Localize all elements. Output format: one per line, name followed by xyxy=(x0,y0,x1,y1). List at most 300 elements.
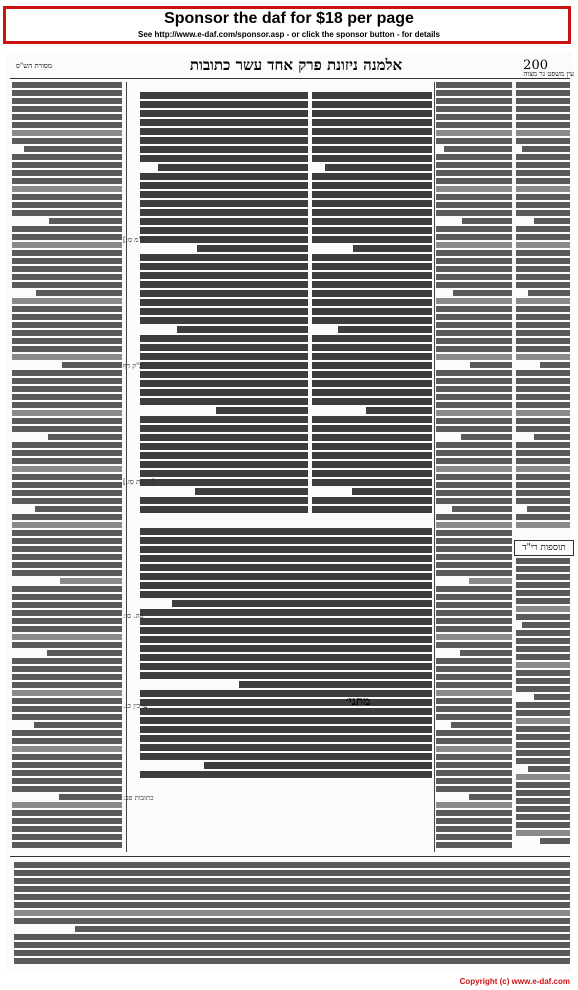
text-line xyxy=(436,82,512,88)
text-line xyxy=(516,402,570,408)
text-line xyxy=(312,236,432,243)
text-line xyxy=(12,202,122,208)
text-line xyxy=(140,672,432,679)
tosafot-rid-column xyxy=(516,558,570,853)
text-line xyxy=(12,730,122,736)
text-line xyxy=(516,638,570,644)
text-line xyxy=(12,298,122,304)
text-line xyxy=(312,416,432,423)
text-line xyxy=(12,770,122,776)
text-line xyxy=(12,154,122,160)
text-line xyxy=(312,434,432,441)
text-line xyxy=(312,155,432,162)
text-line xyxy=(436,530,512,536)
text-line xyxy=(12,746,122,752)
text-line xyxy=(12,554,122,560)
footnote-rule xyxy=(10,856,570,857)
text-line xyxy=(312,128,432,135)
text-line xyxy=(516,718,570,724)
text-line xyxy=(140,344,308,351)
text-line xyxy=(14,886,570,892)
text-line xyxy=(14,870,570,876)
text-line xyxy=(12,258,122,264)
text-line xyxy=(436,170,512,176)
text-line xyxy=(436,810,512,816)
footnotes-block xyxy=(14,862,570,966)
text-line xyxy=(312,506,432,513)
text-line xyxy=(540,362,570,368)
text-line xyxy=(12,394,122,400)
text-line xyxy=(35,506,122,512)
text-line xyxy=(140,591,432,598)
text-line xyxy=(140,389,308,396)
text-line xyxy=(12,834,122,840)
text-line xyxy=(516,670,570,676)
text-line xyxy=(312,281,432,288)
text-line xyxy=(516,702,570,708)
text-line xyxy=(516,386,570,392)
text-line xyxy=(12,498,122,504)
text-line xyxy=(12,122,122,128)
text-line xyxy=(140,236,308,243)
text-line xyxy=(436,210,512,216)
text-line xyxy=(140,627,432,634)
text-line xyxy=(436,394,512,400)
header-rule xyxy=(10,78,570,79)
text-line xyxy=(312,92,432,99)
text-line xyxy=(516,450,570,456)
text-line xyxy=(140,92,308,99)
text-line xyxy=(436,482,512,488)
text-line xyxy=(516,250,570,256)
text-line xyxy=(12,130,122,136)
text-line xyxy=(436,714,512,720)
text-line xyxy=(312,119,432,126)
text-line xyxy=(12,786,122,792)
text-line xyxy=(140,564,432,571)
text-line xyxy=(516,258,570,264)
text-line xyxy=(312,371,432,378)
text-line xyxy=(436,90,512,96)
text-line xyxy=(140,434,308,441)
text-line xyxy=(516,418,570,424)
text-line xyxy=(436,626,512,632)
text-line xyxy=(14,862,570,868)
text-line xyxy=(436,690,512,696)
text-line xyxy=(140,209,308,216)
text-line xyxy=(140,119,308,126)
text-line xyxy=(12,490,122,496)
text-line xyxy=(312,317,432,324)
text-line xyxy=(12,626,122,632)
text-line xyxy=(516,266,570,272)
gemara-column-left xyxy=(140,92,308,522)
text-line xyxy=(140,254,308,261)
text-line xyxy=(12,138,122,144)
text-line xyxy=(140,371,308,378)
text-line xyxy=(516,178,570,184)
text-line xyxy=(516,282,570,288)
text-line xyxy=(140,726,432,733)
text-line xyxy=(436,490,512,496)
text-line xyxy=(12,330,122,336)
text-line xyxy=(12,170,122,176)
text-line xyxy=(436,586,512,592)
text-line xyxy=(469,578,512,584)
text-line xyxy=(516,154,570,160)
text-line xyxy=(140,645,432,652)
text-line xyxy=(436,786,512,792)
text-line xyxy=(516,574,570,580)
text-line xyxy=(312,425,432,432)
text-line xyxy=(436,354,512,360)
text-line xyxy=(528,290,570,296)
text-line xyxy=(140,155,308,162)
text-line xyxy=(12,322,122,328)
text-line xyxy=(516,338,570,344)
text-line xyxy=(436,514,512,520)
text-line xyxy=(325,164,432,171)
text-line xyxy=(312,272,432,279)
text-line xyxy=(204,762,432,769)
text-line xyxy=(522,146,570,152)
side-note: [ב"מ ס:] xyxy=(123,236,148,244)
text-line xyxy=(12,482,122,488)
text-line xyxy=(353,245,432,252)
text-line xyxy=(140,281,308,288)
text-line xyxy=(522,622,570,628)
text-line xyxy=(12,378,122,384)
text-line xyxy=(516,646,570,652)
right-margin-ref: עין משפט נר מצוה xyxy=(523,70,574,78)
text-line xyxy=(12,306,122,312)
text-line xyxy=(436,410,512,416)
text-line xyxy=(12,114,122,120)
text-line xyxy=(312,380,432,387)
text-line xyxy=(436,562,512,568)
text-line xyxy=(516,170,570,176)
text-line xyxy=(312,398,432,405)
text-line xyxy=(12,226,122,232)
text-line xyxy=(436,282,512,288)
text-line xyxy=(14,942,570,948)
text-line xyxy=(516,758,570,764)
text-line xyxy=(436,194,512,200)
text-line xyxy=(60,578,122,584)
text-line xyxy=(12,762,122,768)
text-line xyxy=(12,826,122,832)
text-line xyxy=(312,218,432,225)
text-line xyxy=(436,730,512,736)
text-line xyxy=(12,538,122,544)
column-divider-left xyxy=(126,82,127,852)
text-line xyxy=(436,458,512,464)
text-line xyxy=(436,802,512,808)
text-line xyxy=(528,766,570,772)
text-line xyxy=(516,726,570,732)
text-line xyxy=(12,562,122,568)
text-line xyxy=(460,650,512,656)
column-divider-right xyxy=(434,82,435,852)
text-line xyxy=(516,298,570,304)
text-line xyxy=(436,386,512,392)
text-line xyxy=(436,634,512,640)
text-line xyxy=(12,402,122,408)
text-line xyxy=(24,146,122,152)
text-line xyxy=(312,146,432,153)
text-line xyxy=(436,98,512,104)
text-line xyxy=(436,154,512,160)
text-line xyxy=(140,690,432,697)
text-line xyxy=(436,698,512,704)
text-line xyxy=(436,522,512,528)
text-line xyxy=(12,618,122,624)
text-line xyxy=(436,442,512,448)
text-line xyxy=(172,600,432,607)
text-line xyxy=(12,98,122,104)
text-line xyxy=(516,458,570,464)
text-line xyxy=(516,662,570,668)
text-line xyxy=(436,546,512,552)
text-line xyxy=(516,138,570,144)
text-line xyxy=(436,162,512,168)
text-line xyxy=(12,274,122,280)
text-line xyxy=(436,242,512,248)
text-line xyxy=(158,164,308,171)
text-line xyxy=(140,708,432,715)
text-line xyxy=(436,226,512,232)
text-line xyxy=(436,610,512,616)
text-line xyxy=(140,537,432,544)
text-line xyxy=(12,242,122,248)
text-line xyxy=(140,200,308,207)
text-line xyxy=(140,299,308,306)
text-line xyxy=(12,314,122,320)
text-line xyxy=(516,654,570,660)
side-note: כתובות פב: xyxy=(123,794,154,802)
text-line xyxy=(312,290,432,297)
text-line xyxy=(516,630,570,636)
text-line xyxy=(239,681,432,688)
text-line xyxy=(12,698,122,704)
text-line xyxy=(312,479,432,486)
text-line xyxy=(436,538,512,544)
text-line xyxy=(312,173,432,180)
text-line xyxy=(12,738,122,744)
text-line xyxy=(12,754,122,760)
text-line xyxy=(216,407,308,414)
text-line xyxy=(534,434,570,440)
text-line xyxy=(140,470,308,477)
text-line xyxy=(436,274,512,280)
text-line xyxy=(12,690,122,696)
text-line xyxy=(140,546,432,553)
text-line xyxy=(516,330,570,336)
text-line xyxy=(12,778,122,784)
text-line xyxy=(12,426,122,432)
text-line xyxy=(540,838,570,844)
text-line xyxy=(436,122,512,128)
text-line xyxy=(436,602,512,608)
text-line xyxy=(516,242,570,248)
text-line xyxy=(516,710,570,716)
text-line xyxy=(12,266,122,272)
gemara-main-text xyxy=(140,528,432,788)
text-line xyxy=(312,470,432,477)
text-line xyxy=(312,227,432,234)
text-line xyxy=(436,338,512,344)
text-line xyxy=(436,842,512,848)
sponsor-banner[interactable] xyxy=(0,0,578,50)
text-line xyxy=(177,326,308,333)
text-line xyxy=(140,227,308,234)
ein-mishpat-column xyxy=(516,82,570,532)
text-line xyxy=(12,682,122,688)
text-line xyxy=(14,894,570,900)
side-note: [יבמות סז.] xyxy=(123,478,155,486)
text-line xyxy=(14,950,570,956)
text-line xyxy=(140,443,308,450)
text-line xyxy=(436,746,512,752)
text-line xyxy=(195,488,308,495)
text-line xyxy=(12,514,122,520)
text-line xyxy=(436,186,512,192)
text-line xyxy=(516,482,570,488)
text-line xyxy=(140,173,308,180)
text-line xyxy=(12,818,122,824)
text-line xyxy=(12,250,122,256)
text-line xyxy=(140,362,308,369)
text-line xyxy=(516,806,570,812)
text-line xyxy=(516,514,570,520)
text-line xyxy=(12,522,122,528)
text-line xyxy=(444,146,512,152)
text-line xyxy=(516,566,570,572)
text-line xyxy=(12,458,122,464)
text-line xyxy=(352,488,432,495)
text-line xyxy=(12,194,122,200)
text-line xyxy=(436,778,512,784)
text-line xyxy=(312,137,432,144)
text-line xyxy=(436,114,512,120)
text-line xyxy=(12,386,122,392)
tosafot-rid-label: תוספות רי"ד xyxy=(514,540,574,556)
side-note: ערכין כג. xyxy=(123,702,148,710)
text-line xyxy=(12,442,122,448)
text-line xyxy=(312,263,432,270)
text-line xyxy=(436,370,512,376)
text-line xyxy=(140,506,308,513)
text-line xyxy=(452,506,512,512)
text-line xyxy=(140,735,432,742)
text-line xyxy=(140,182,308,189)
text-line xyxy=(48,434,122,440)
text-line xyxy=(436,330,512,336)
text-line xyxy=(12,530,122,536)
text-line xyxy=(12,810,122,816)
text-line xyxy=(12,90,122,96)
text-line xyxy=(312,389,432,396)
text-line xyxy=(451,722,512,728)
text-line xyxy=(469,794,512,800)
text-line xyxy=(436,826,512,832)
text-line xyxy=(312,308,432,315)
text-line xyxy=(436,666,512,672)
text-line xyxy=(516,234,570,240)
text-line xyxy=(516,614,570,620)
text-line xyxy=(436,202,512,208)
text-line xyxy=(436,346,512,352)
text-line xyxy=(59,794,122,800)
text-line xyxy=(140,654,432,661)
text-line xyxy=(12,586,122,592)
text-line xyxy=(312,110,432,117)
text-line xyxy=(516,742,570,748)
text-line xyxy=(516,790,570,796)
text-line xyxy=(47,650,122,656)
text-line xyxy=(436,258,512,264)
sponsor-subtitle[interactable]: See http://www.e-daf.com/sponsor.asp - or click the sponsor button - for details xyxy=(138,30,440,39)
text-line xyxy=(516,226,570,232)
text-line xyxy=(12,546,122,552)
text-line xyxy=(14,910,570,916)
text-line xyxy=(436,594,512,600)
text-line xyxy=(14,878,570,884)
text-line xyxy=(140,479,308,486)
text-line xyxy=(312,335,432,342)
text-line xyxy=(312,461,432,468)
text-line xyxy=(436,378,512,384)
text-line xyxy=(436,674,512,680)
text-line xyxy=(516,426,570,432)
text-line xyxy=(516,122,570,128)
left-margin-ref: מסורת הש"ס xyxy=(16,62,53,70)
text-line xyxy=(140,416,308,423)
text-line xyxy=(75,926,570,932)
text-line xyxy=(516,442,570,448)
text-line xyxy=(140,272,308,279)
text-line xyxy=(140,218,308,225)
text-line xyxy=(436,554,512,560)
text-line xyxy=(12,106,122,112)
text-line xyxy=(527,506,570,512)
talmud-page xyxy=(6,52,572,972)
text-line xyxy=(49,218,122,224)
text-line xyxy=(312,452,432,459)
text-line xyxy=(140,618,432,625)
text-line xyxy=(140,425,308,432)
text-line xyxy=(470,362,512,368)
text-line xyxy=(436,466,512,472)
text-line xyxy=(516,582,570,588)
text-line xyxy=(12,210,122,216)
text-line xyxy=(12,666,122,672)
text-line xyxy=(516,750,570,756)
text-line xyxy=(516,558,570,564)
text-line xyxy=(140,699,432,706)
text-line xyxy=(516,686,570,692)
text-line xyxy=(140,308,308,315)
text-line xyxy=(516,82,570,88)
text-line xyxy=(12,338,122,344)
text-line xyxy=(312,362,432,369)
copyright-notice[interactable]: Copyright (c) www.e-daf.com xyxy=(459,977,570,986)
text-line xyxy=(436,738,512,744)
text-line xyxy=(516,130,570,136)
sponsor-title[interactable]: Sponsor the daf for $18 per page xyxy=(164,10,414,27)
gemara-column-right xyxy=(312,92,432,522)
text-line xyxy=(36,290,122,296)
